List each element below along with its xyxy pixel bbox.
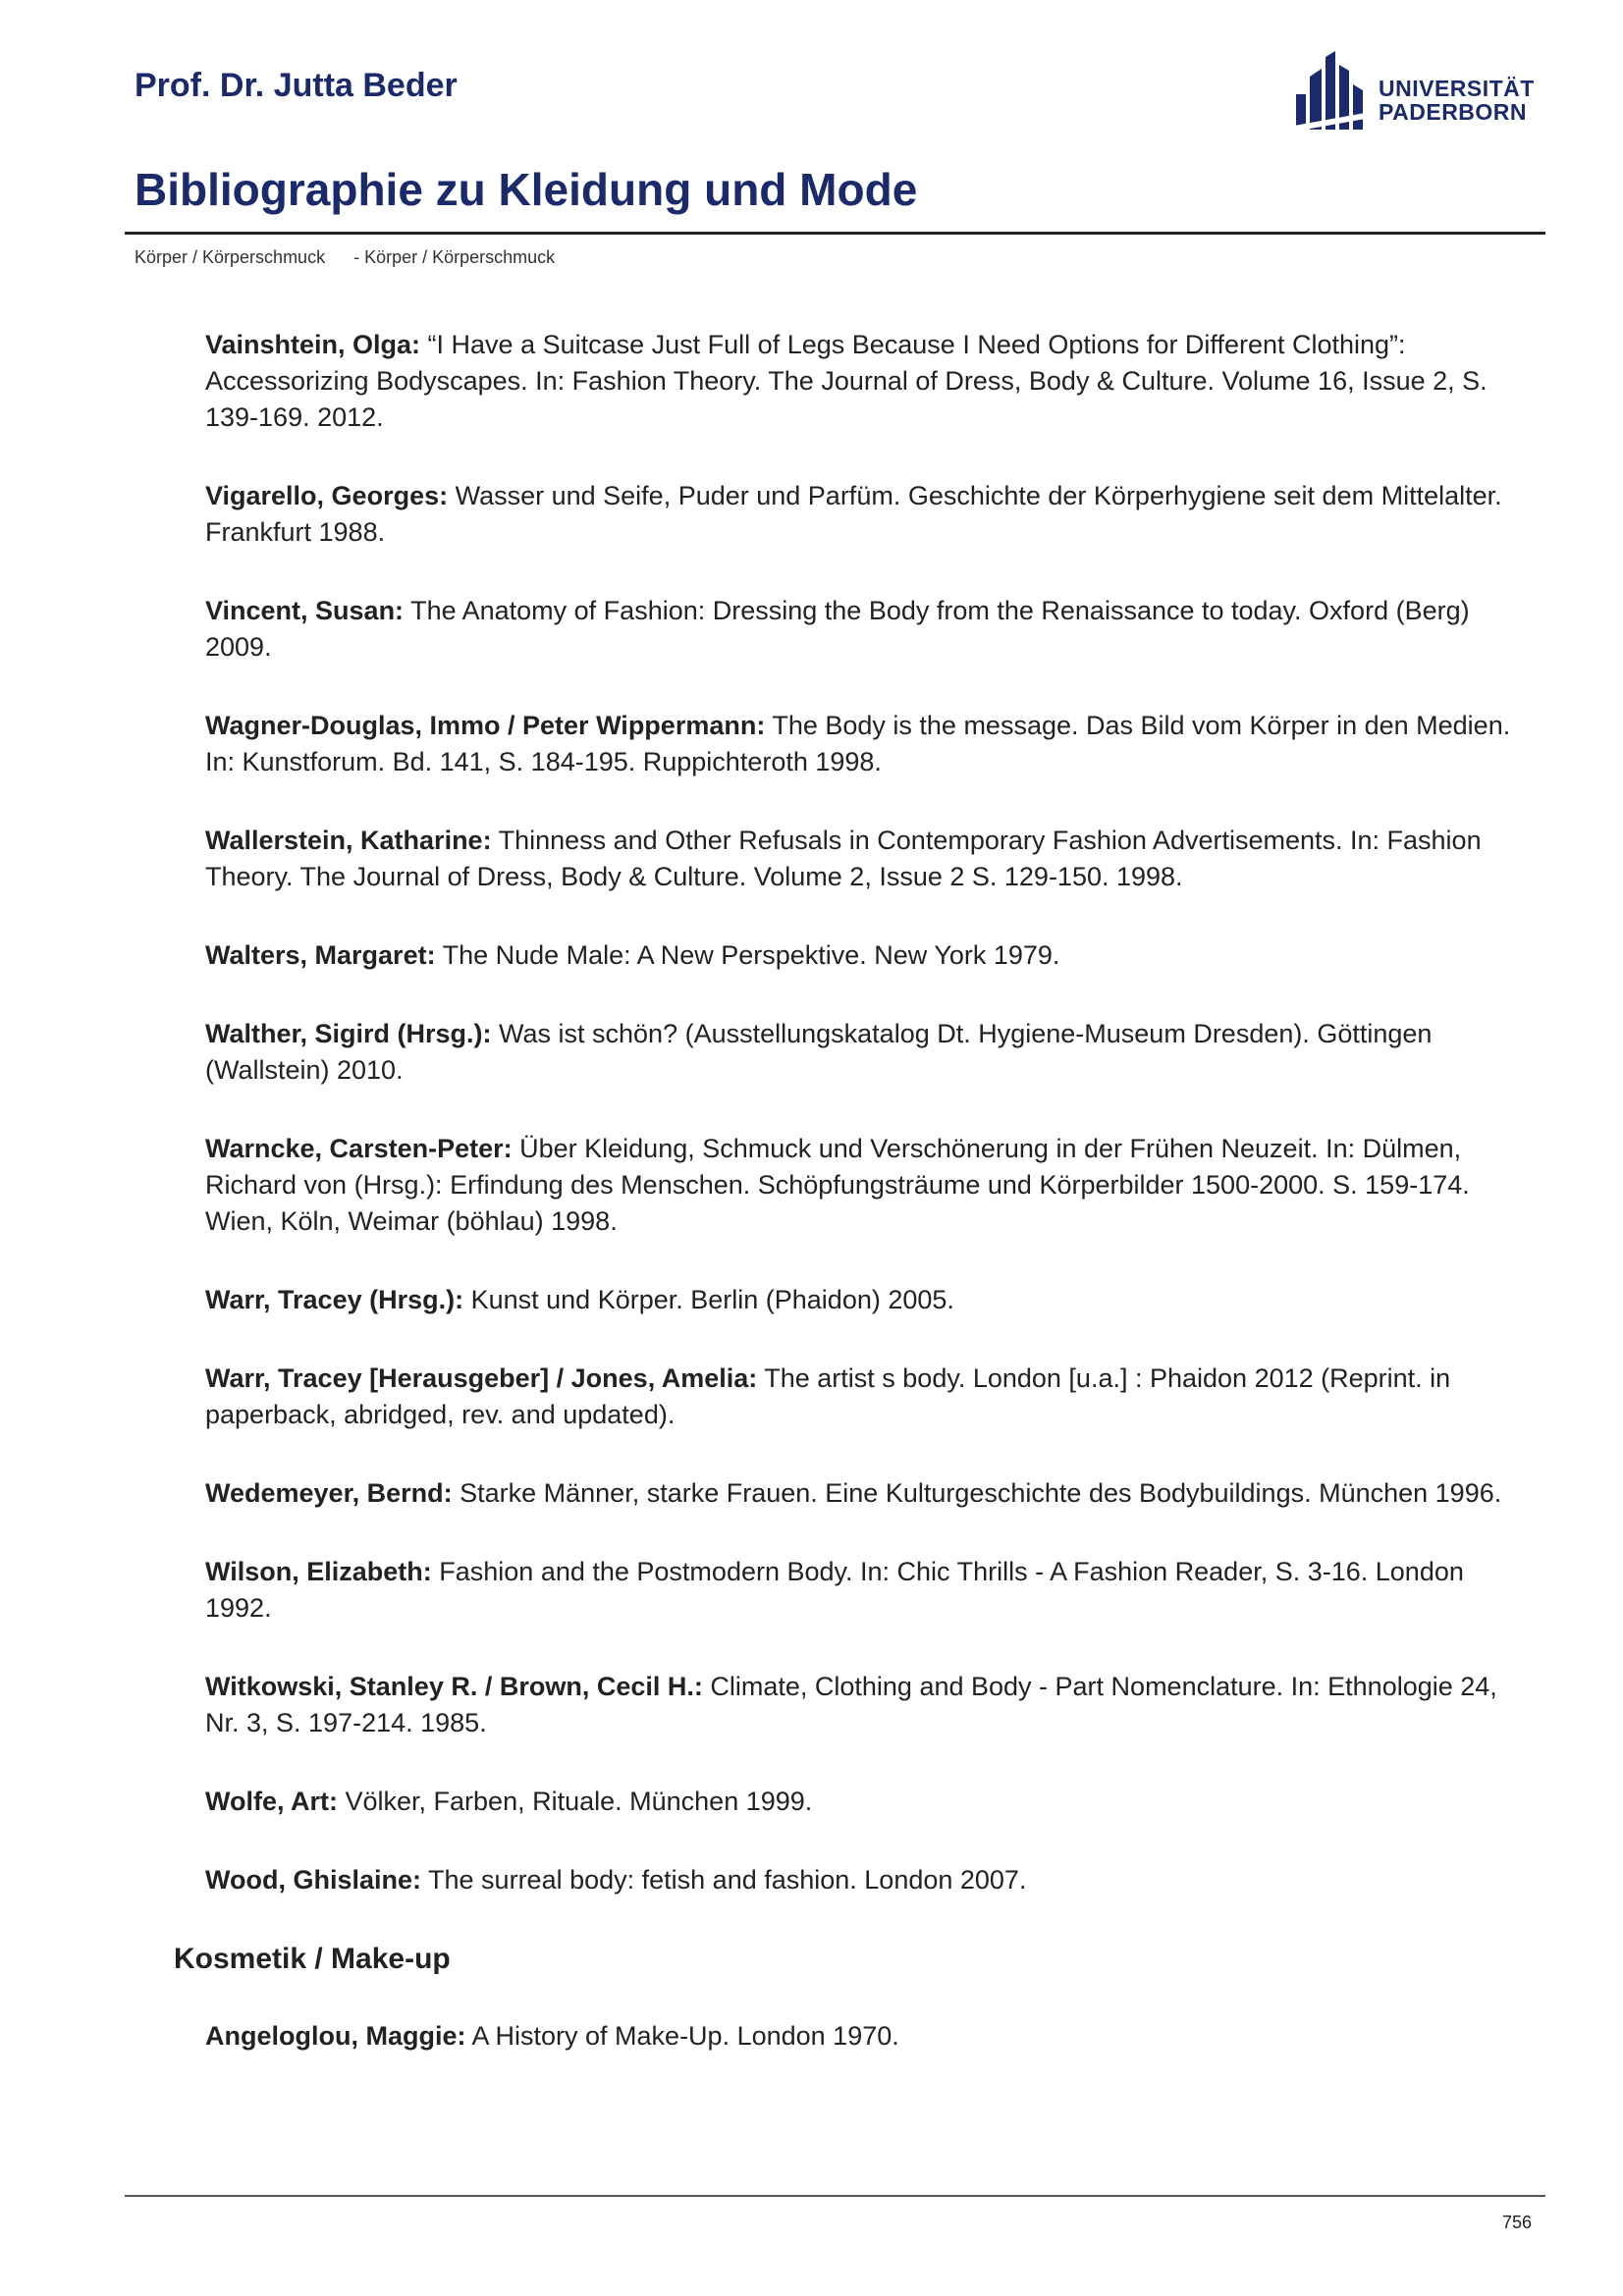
breadcrumb <box>135 247 555 268</box>
entry-author: Wedemeyer, Bernd: <box>205 1478 453 1508</box>
bibliography-entry <box>205 708 1533 780</box>
title-divider <box>125 232 1545 235</box>
bibliography-entry <box>205 2018 1533 2055</box>
entry-author: Wilson, Elizabeth: <box>205 1557 432 1586</box>
entry-text: Was ist schön? (Ausstellungskatalog Dt. Hygiene-Museum Dresden). Göttingen (Wallstein) 2010. <box>205 1019 1433 1085</box>
bibliography-list <box>174 327 1533 2097</box>
entry-text: Starke Männer, starke Frauen. Eine Kulturgeschichte des Bodybuildings. München 1996. <box>452 1478 1502 1508</box>
bibliography-entry <box>205 1361 1533 1433</box>
entry-text: Völker, Farben, Rituale. München 1999. <box>338 1787 813 1816</box>
bibliography-entry <box>205 327 1533 436</box>
bibliography-entry <box>205 1554 1533 1627</box>
author-name: Prof. Dr. Jutta Beder <box>135 67 458 104</box>
entry-text: Fashion and the Postmodern Body. In: Chic Thrills - A Fashion Reader, S. 3-16. London 1992. <box>205 1557 1464 1623</box>
bibliography-entry <box>205 1282 1533 1318</box>
entry-text: Thinness and Other Refusals in Contemporary Fashion Advertisements. In: Fashion Theory. The Journal of Dress, Body & Culture. Volume 2, Issue 2 S. 129-150. 1998. <box>205 826 1482 891</box>
logo-text <box>1379 77 1535 124</box>
entry-text: The Nude Male: A New Perspektive. New York 1979. <box>435 940 1060 970</box>
page-number: 756 <box>1502 2213 1533 2232</box>
entry-author: Vincent, Susan: <box>205 596 405 625</box>
entry-author: Witkowski, Stanley R. / Brown, Cecil H.: <box>205 1672 703 1701</box>
entry-author: Wallerstein, Katharine: <box>205 826 492 855</box>
bibliography-entry <box>205 593 1533 666</box>
bibliography-entry <box>205 937 1533 974</box>
logo-line-2: PADERBORN <box>1379 99 1528 125</box>
entry-text: Über Kleidung, Schmuck und Verschönerung in der Frühen Neuzeit. In: Dülmen, Richard von (Hrsg.): Erfindung des Menschen. Schöpfungsträume und Körperbilder 1500-2000. S. 159-174. Wien, Köln, Weimar (böhlau) 1998. <box>205 1134 1470 1236</box>
bibliography-entry <box>205 1784 1533 1820</box>
section-heading: Kosmetik / Make-up <box>174 1943 451 1975</box>
entry-text: Wasser und Seife, Puder und Parfüm. Geschichte der Körperhygiene seit dem Mittelalter. Frankfurt 1988. <box>205 481 1502 547</box>
entry-text: The artist s body. London [u.a.] : Phaidon 2012 (Reprint. in paperback, abridged, rev. and updated). <box>205 1363 1451 1429</box>
entry-author: Wolfe, Art: <box>205 1787 338 1816</box>
bibliography-entry <box>205 1862 1533 1898</box>
entry-author: Warr, Tracey [Herausgeber] / Jones, Amelia: <box>205 1363 758 1393</box>
bibliography-entry <box>205 1669 1533 1741</box>
entry-text: The surreal body: fetish and fashion. London 2007. <box>421 1865 1027 1895</box>
bibliography-entry <box>205 1475 1533 1512</box>
breadcrumb-part-1: Körper / Körperschmuck <box>135 247 326 267</box>
university-logo <box>1294 51 1535 133</box>
entry-text: A History of Make-Up. London 1970. <box>465 2021 899 2051</box>
entry-text: The Body is the message. Das Bild vom Körper in den Medien. In: Kunstforum. Bd. 141, S. 184-195. Ruppichteroth 1998. <box>205 711 1511 776</box>
entry-author: Vigarello, Georges: <box>205 481 449 510</box>
footer-divider <box>125 2195 1545 2197</box>
entry-author: Vainshtein, Olga: <box>205 330 421 359</box>
entry-author: Walters, Margaret: <box>205 940 436 970</box>
entry-text: The Anatomy of Fashion: Dressing the Body from the Renaissance to today. Oxford (Berg) 2009. <box>205 596 1470 662</box>
bibliography-entry <box>205 1016 1533 1089</box>
bibliography-entry <box>205 823 1533 895</box>
document-title: Bibliographie zu Kleidung und Mode <box>135 164 918 215</box>
entry-text: Kunst und Körper. Berlin (Phaidon) 2005. <box>463 1285 954 1314</box>
entry-text: Climate, Clothing and Body - Part Nomenclature. In: Ethnologie 24, Nr. 3, S. 197-214. 1985. <box>205 1672 1497 1737</box>
entry-author: Angeloglou, Maggie: <box>205 2021 466 2051</box>
university-building-icon <box>1294 51 1371 130</box>
bibliography-entry <box>205 478 1533 551</box>
bibliography-entry <box>205 1131 1533 1240</box>
breadcrumb-part-2: - Körper / Körperschmuck <box>353 247 556 267</box>
entry-author: Wagner-Douglas, Immo / Peter Wippermann: <box>205 711 766 740</box>
logo-line-1: UNIVERSITÄT <box>1379 76 1535 101</box>
entry-author: Walther, Sigird (Hrsg.): <box>205 1019 492 1048</box>
entry-author: Warr, Tracey (Hrsg.): <box>205 1285 464 1314</box>
entry-text: “I Have a Suitcase Just Full of Legs Because I Need Options for Different Clothing”: Accessorizing Bodyscapes. In: Fashion Theory. The Journal of Dress, Body & Culture. Volume 16, Issue 2, S. 139-169. 2012. <box>205 330 1488 432</box>
entry-author: Warncke, Carsten-Peter: <box>205 1134 513 1163</box>
entry-author: Wood, Ghislaine: <box>205 1865 422 1895</box>
